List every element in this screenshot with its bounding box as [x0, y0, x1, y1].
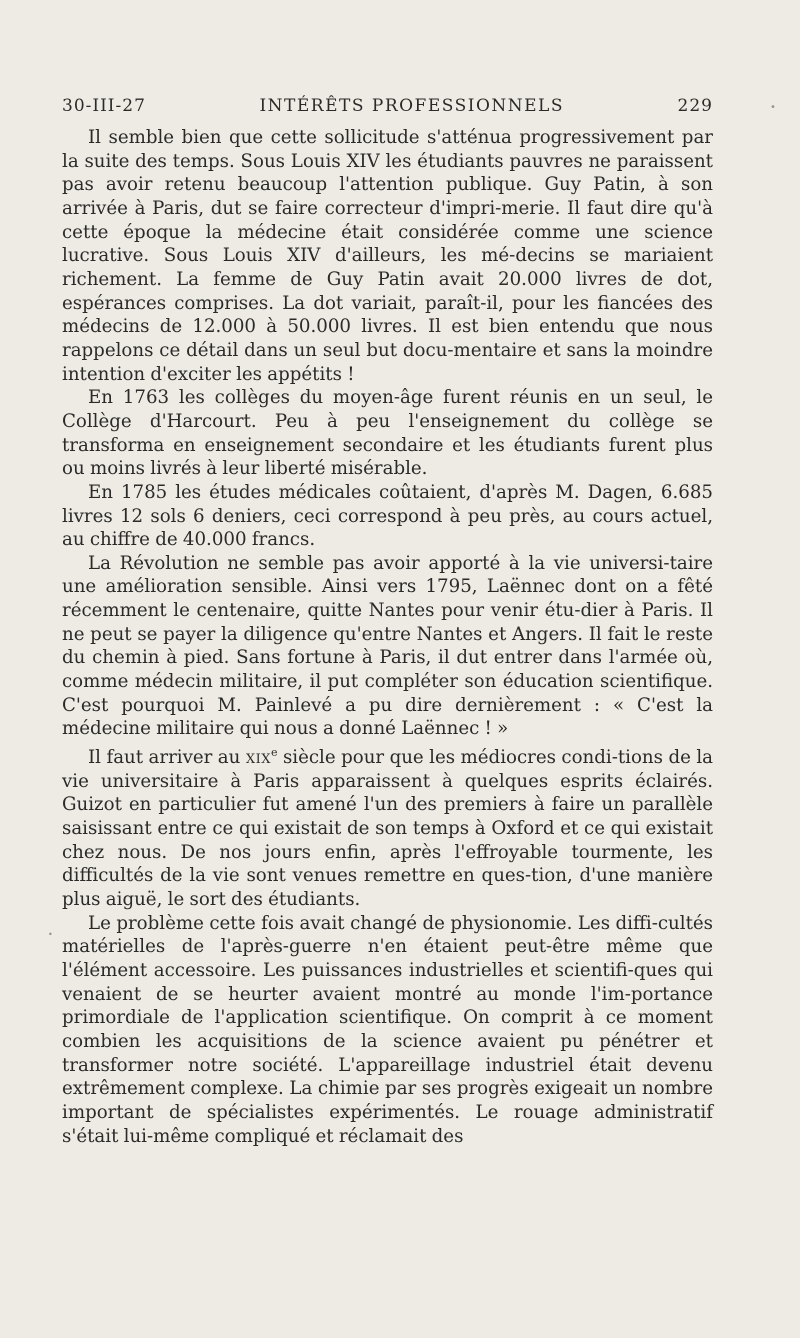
header-title: INTÉRÊTS PROFESSIONNELS — [259, 96, 564, 116]
header-page-number: 229 — [677, 96, 713, 116]
paragraph-6: Le problème cette fois avait changé de physionomie. Les diffi-cultés matérielles de l'après-guerre n'en étaient peut-être même que l'élément accessoire. Les puissances industrielles et scientifi-ques qui venaient de se heurter avaient montré au monde l'im-portance primordiale de l'application scientifique. On comprit à ce moment combien les acquisitions de la science avaient pu pénétrer et transformer notre société. L'appareillage industriel était devenu extrêmement complexe. La chimie par ses progrès exigeait un nombre important de spécialistes expérimentés. Le rouage administratif s'était lui-même compliqué et réclamait des — [62, 912, 713, 1147]
paragraph-3: En 1785 les études médicales coûtaient, d'après M. Dagen, 6.685 livres 12 sols 6 deniers, ceci correspond à peu près, au cours actuel, au chiffre de 40.000 francs. — [62, 481, 713, 551]
century-superscript: e — [270, 746, 278, 760]
margin-dot: • — [48, 930, 53, 939]
paragraph-5 — [62, 741, 713, 912]
paragraph-1: Il semble bien que cette sollicitude s'atténua progressivement par la suite des temps. Sous Louis XIV les étudiants pauvres ne paraissent pas avoir retenu beaucoup l'attention publique. Guy Patin, à son arrivée à Paris, dut se faire correcteur d'impri-merie. Il faut dire qu'à cette époque la médecine était considérée comme une science lucrative. Sous Louis XIV d'ailleurs, les mé-decins se mariaient richement. La femme de Guy Patin avait 20.000 livres de dot, espérances comprises. La dot variait, paraît-il, pour les fiancées des médecins de 12.000 à 50.000 livres. Il est bien entendu que nous rappelons ce détail dans un seul but docu-mentaire et sans la moindre intention d'exciter les appétits ! — [62, 127, 713, 385]
paragraph-5-start: Il faut arriver au — [88, 747, 246, 769]
paragraph-4: La Révolution ne semble pas avoir apporté à la vie universi-taire une amélioration sensible. Ainsi vers 1795, Laënnec dont on a fêté récemment le centenaire, quitte Nantes pour venir étu-dier à Paris. Il ne peut se payer la diligence qu'entre Nantes et Angers. Il fait le reste du chemin à pied. Sans fortune à Paris, il dut entrer dans l'armée où, comme médecin militaire, il put compléter son éducation scientifique. C'est pourquoi M. Painlevé a pu dire dernièrement : « C'est la médecine militaire qui nous a donné Laënnec ! » — [62, 552, 713, 740]
paragraph-5-rest: siècle pour que les médiocres condi-tions de la vie universitaire à Paris apparaissent à quelques esprits éclairés. Guizot en particulier fut amené l'un des premiers à faire un parallèle saisissant entre ce qui existait de son temps à Oxford et ce qui existait chez nous. De nos jours enfin, après l'effroyable tourmente, les difficultés de la vie sont venues remettre en ques-tion, d'une manière plus aiguë, le sort des étudiants. — [62, 747, 713, 911]
header-date: 30-III-27 — [62, 96, 146, 116]
running-header — [62, 96, 713, 126]
century-numeral: xix — [245, 747, 271, 769]
paragraph-2: En 1763 les collèges du moyen-âge furent réunis en un seul, le Collège d'Harcourt. Peu à peu l'enseignement du collège se transforma en enseignement secondaire et les étudiants furent plus ou moins livrés à leur liberté misérable. — [62, 387, 713, 480]
margin-speck: • — [770, 102, 776, 113]
book-page — [62, 96, 713, 1148]
